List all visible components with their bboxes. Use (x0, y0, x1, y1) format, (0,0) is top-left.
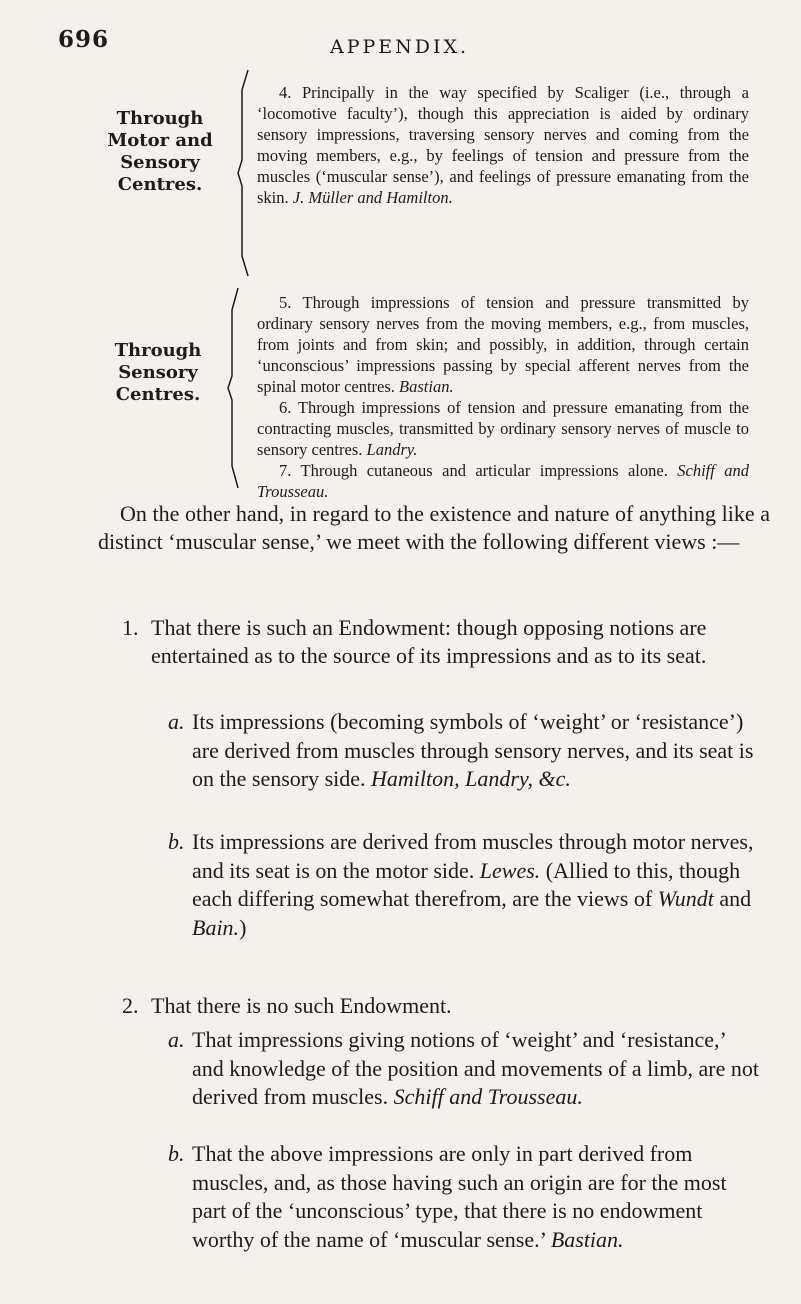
view-2b-author: Bastian. (550, 1226, 624, 1252)
view-1b-text: Its impressions are derived from muscles through motor nerves, and its seat is on the motor side. (192, 829, 754, 883)
view-2a-letter: a. (168, 1027, 185, 1052)
view-1a-letter: a. (168, 709, 185, 734)
margin-label-line: Motor and (107, 130, 213, 151)
item-5 (257, 292, 749, 397)
margin-label-line: Through (114, 340, 202, 361)
item-6-authors: Landry. (366, 440, 418, 459)
view-2a-authors: Schiff and Trousseau. (393, 1084, 583, 1109)
margin-label-line: Sensory (120, 152, 200, 173)
view-2b-text: That the above impressions are only in part derived from muscles, and, as those having such an origin are for the most part of the ‘unconscious’ type, that there is no endowment worthy of the name of ‘muscular sense.’ (192, 1141, 727, 1252)
margin-label-line: Through (116, 108, 204, 129)
view-2a-text: That impressions giving notions of ‘weight’ and ‘resistance,’ and knowledge of the position and movements of a limb, are not derived from muscles. (192, 1027, 759, 1109)
view-1b-and: and (719, 886, 752, 911)
view-1a-text: Its impressions (becoming symbols of ‘weight’ or ‘resistance’) are derived from muscles through sensory nerves, and its seat is on the sensory side. (192, 709, 754, 791)
item-7-text: 7. Through cutaneous and articular impressions alone. (279, 461, 668, 480)
item-5-text: 5. Through impressions of tension and pressure transmitted by ordinary sensory nerves from the moving members, e.g., from muscles, from joints and from skin; and possibly, in addition, through certain ‘unconscious’ impressions passing by special afferent nerves from the spinal motor centres. (257, 293, 749, 396)
view-1b-note: (Allied to this, though each differing somewhat therefrom, are the views of (192, 857, 741, 911)
view-2-text: That there is no such Endowment. (151, 993, 452, 1018)
view-1a-authors: Hamilton, Landry, &c. (371, 766, 571, 791)
margin-label-motor (100, 108, 220, 196)
view-1a (168, 708, 762, 794)
brace-sensory (226, 288, 240, 488)
page-number: 696 (58, 26, 110, 53)
view-1b-wundt: Wundt (657, 886, 714, 911)
view-1b-bain: Bain. (192, 914, 240, 940)
view-1-text: That there is such an Endowment: though opposing notions are entertained as to the source of its impressions and as to its seat. (151, 615, 707, 668)
item-4-authors: J. Müller and Hamilton. (292, 188, 453, 207)
margin-label-line: Centres. (117, 174, 203, 195)
margin-label-sensory (100, 340, 216, 406)
margin-label-line: Sensory (118, 362, 198, 383)
intro-text: On the other hand, in regard to the existence and nature of anything like a distinct ‘muscular sense,’ we meet with the following different views :— (98, 501, 770, 554)
items-5-7 (257, 292, 749, 502)
view-1b (168, 828, 762, 942)
view-2-number: 2. (122, 993, 139, 1018)
view-2b (168, 1140, 762, 1254)
view-2 (122, 992, 751, 1020)
brace-motor (236, 70, 250, 276)
view-1b-close: ) (239, 914, 247, 940)
view-1-number: 1. (122, 615, 139, 640)
item-4 (257, 82, 749, 208)
running-title: APPENDIX. (330, 36, 470, 58)
view-1 (122, 614, 751, 670)
item-4-text: 4. Principally in the way specified by Scaliger (i.e., through a ‘locomotive faculty’), though this appreciation is aided by ordinary sensory impressions, traversing sensory nerves and coming from the moving members, e.g., by feelings of tension and pressure from the muscles (‘muscular sense’), and feelings of pressure emanating from the skin. (257, 83, 749, 207)
item-5-authors: Bastian. (399, 377, 454, 396)
view-1b-author: Lewes. (479, 857, 541, 883)
view-2a (168, 1026, 762, 1112)
margin-label-line: Centres. (115, 384, 201, 405)
view-1b-letter: b. (168, 829, 185, 854)
view-2b-letter: b. (168, 1141, 185, 1166)
intro-paragraph (98, 500, 770, 556)
item-6 (257, 397, 749, 460)
item-7 (257, 460, 749, 502)
item-7-authors: Schiff and Trousseau. (257, 461, 750, 501)
item-6-text: 6. Through impressions of tension and pressure emanating from the contracting muscles, transmitted by ordinary sensory nerves of muscle to sensory centres. (257, 398, 749, 459)
